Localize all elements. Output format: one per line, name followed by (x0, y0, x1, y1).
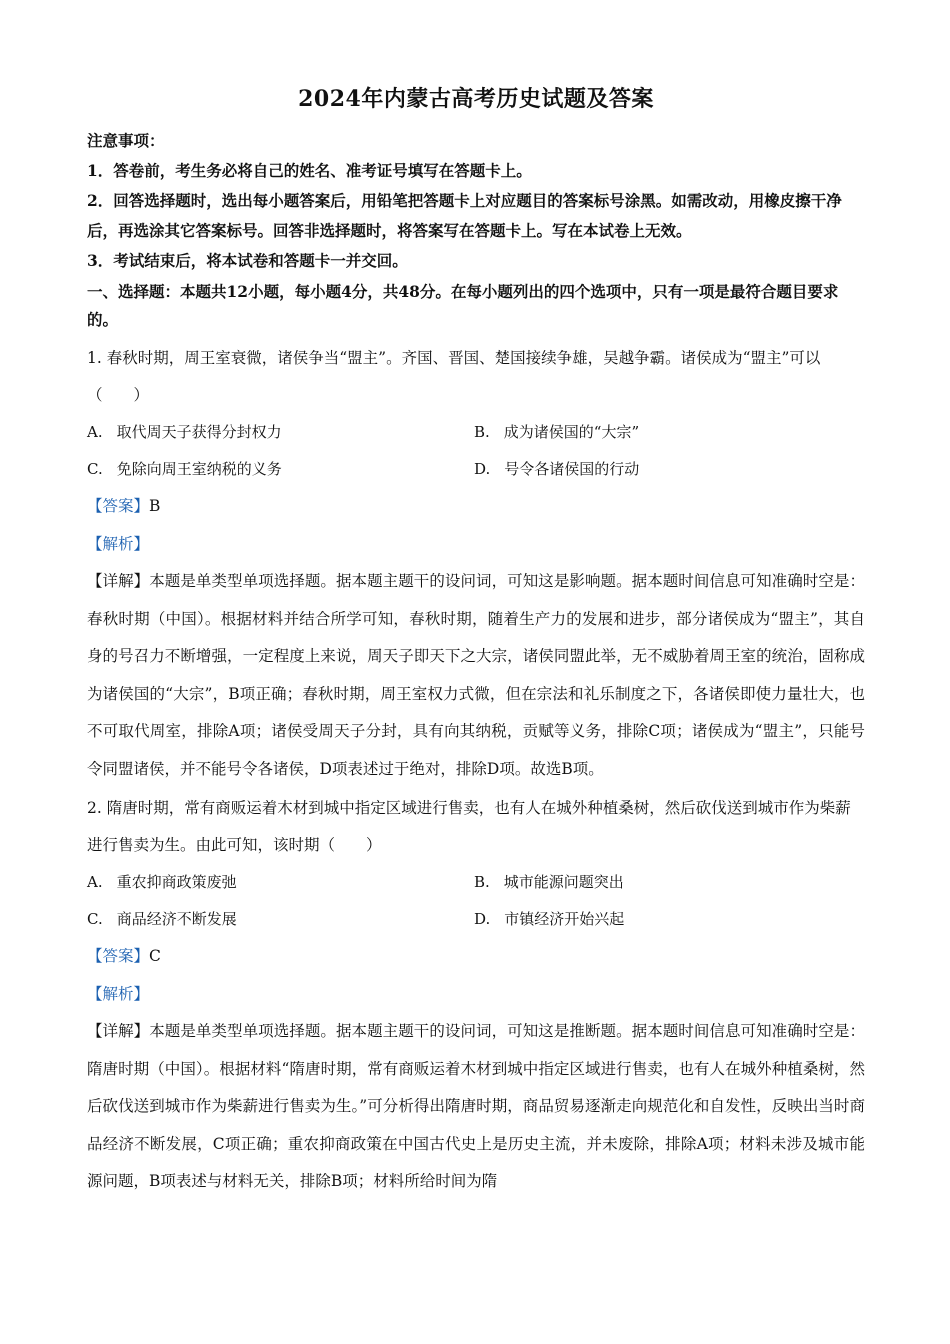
detail-paragraph (87, 1013, 865, 1201)
question-stem: 1. 春秋时期，周王室衰微，诸侯争当“盟主”。齐国、晋国、楚国接续争雄，吴越争霸。诸侯成为“盟主”可以（ ） (87, 349, 821, 404)
notes-heading: 注意事项： (87, 131, 165, 150)
option-d: D. 市镇经济开始兴起 (474, 910, 625, 928)
analysis-tag: 【解析】 (87, 534, 150, 553)
answer-line (87, 938, 865, 976)
note-item: 2．回答选择题时，选出每小题答案后，用铅笔把答题卡上对应题目的答案标号涂黑。如需改动，用橡皮擦干净后，再选涂其它答案标号。回答非选择题时，将答案写在答题卡上。写在本试卷上无效。 (87, 191, 842, 240)
document-page (87, 80, 865, 1201)
answer-line (87, 488, 865, 526)
option-c: C. 免除向周王室纳税的义务 (87, 460, 282, 478)
detail-paragraph (87, 563, 865, 788)
analysis-tag: 【解析】 (87, 984, 150, 1003)
note-item: 3．考试结束后，将本试卷和答题卡一并交回。 (87, 251, 408, 270)
answer-tag: 【答案】 (87, 497, 150, 515)
option-c: C. 商品经济不断发展 (87, 910, 237, 928)
section-heading: 一、选择题：本题共12小题，每小题4分，共48分。在每小题列出的四个选项中，只有一项是最符合题目要求的。 (87, 282, 839, 329)
detail-text: 本题是单类型单项选择题。据本题主题干的设问词，可知这是影响题。据本题时间信息可知准确时空是：春秋时期（中国）。根据材料并结合所学可知，春秋时期，随着生产力的发展和进步，部分诸侯成为“盟主”，其自身的号召力不断增强，一定程度上来说，周天子即天下之大宗，诸侯同盟此举，无不威胁着周王室的统治，固称成为诸侯国的“大宗”，B项正确；春秋时期，周王室权力式微，但在宗法和礼乐制度之下，各诸侯即使力量壮大，也不可取代周室，排除A项；诸侯受周天子分封，具有向其纳税，贡赋等义务，排除C项；诸侯成为“盟主”，只能号令同盟诸侯，并不能号令各诸侯，D项表述过于绝对，排除D项。故选B项。 (87, 572, 865, 778)
answer-value: C (149, 947, 161, 965)
question-stem: 2. 隋唐时期，常有商贩运着木材到城中指定区域进行售卖，也有人在城外种植桑树，然后砍伐送到城市作为柴薪进行售卖为生。由此可知，该时期（ ） (87, 799, 851, 854)
detail-text: 本题是单类型单项选择题。据本题主题干的设问词，可知这是推断题。据本题时间信息可知准确时空是：隋唐时期（中国）。根据材料“隋唐时期，常有商贩运着木材到城中指定区域进行售卖，也有人在城外种植桑树，然后砍伐送到城市作为柴薪进行售卖为生。”可分析得出隋唐时期，商品贸易逐渐走向规范化和自发性，反映出当时商品经济不断发展，C项正确；重农抑商政策在中国古代史上是历史主流，并未废除，排除A项；材料未涉及城市能源问题，B项表述与材料无关，排除B项；材料所给时间为隋 (87, 1022, 865, 1190)
question-options (87, 414, 865, 488)
option-b: B. 成为诸侯国的“大宗” (474, 423, 640, 441)
page-title: 2024年内蒙古高考历史试题及答案 (298, 86, 654, 112)
option-a: A. 重农抑商政策废弛 (87, 873, 237, 891)
option-d: D. 号令各诸侯国的行动 (474, 460, 640, 478)
note-item: 1．答卷前，考生务必将自己的姓名、准考证号填写在答题卡上。 (87, 161, 532, 180)
option-a: A. 取代周天子获得分封权力 (87, 423, 282, 441)
question-options (87, 864, 865, 938)
detail-tag: 【详解】 (87, 572, 150, 590)
answer-tag: 【答案】 (87, 947, 150, 965)
answer-value: B (149, 497, 161, 515)
detail-tag: 【详解】 (87, 1022, 150, 1040)
option-b: B. 城市能源问题突出 (474, 873, 624, 891)
